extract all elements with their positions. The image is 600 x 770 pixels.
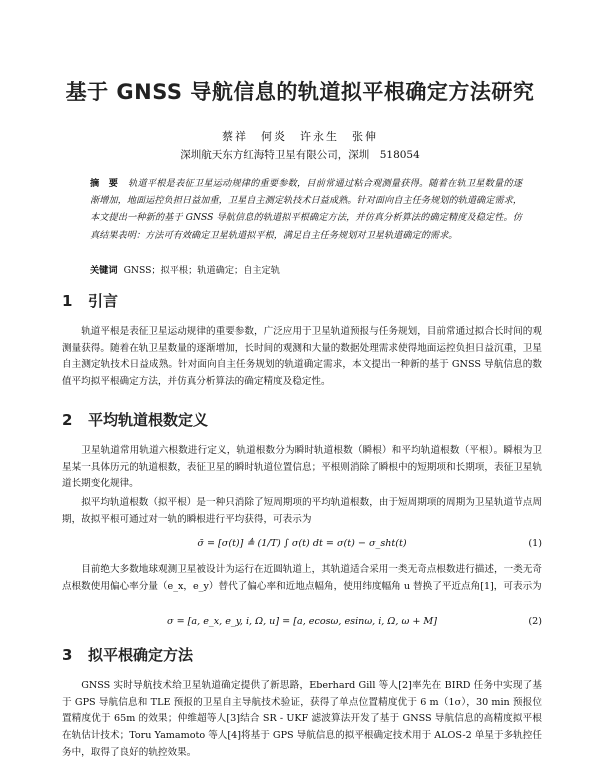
keywords bbox=[90, 262, 522, 276]
equation-2-expression: σ = [a, e_x, e_y, i, Ω, u] = [a, ecosω, esinω, i, Ω, ω + M] bbox=[167, 616, 437, 627]
section-number: 1 bbox=[62, 292, 73, 310]
abstract-text: 轨道平根是表征卫星运动规律的重要参数，目前常通过粘合观测量获得。随着在轨卫星数量的逐渐增加，地面运控负担日益加重，卫星自主测定轨技术日益成熟。针对面向自主任务规划的轨道确定需求，本文提出一种新的基于 GNSS 导航信息的轨道拟平根确定方法，并仿真分析算法的确定精度及稳定性。仿真结果表明：方法可有效确定卫星轨道拟平根，满足自主任务规划对卫星轨道确定的需求。 bbox=[90, 178, 523, 241]
section-title: 平均轨道根数定义 bbox=[88, 411, 209, 429]
keywords-text: GNSS；拟平根；轨道确定；自主定轨 bbox=[123, 265, 280, 276]
section-2-paragraph-2: 拟平均轨道根数（拟平根）是一种只消除了短周期项的平均轨道根数，由于短周期项的周期为卫星轨道节点周期，故拟平根可通过对一轨的瞬根进行平均获得，可表示为 bbox=[62, 497, 542, 525]
author-list: 蔡祥 何炎 许永生 张伸 bbox=[222, 130, 378, 143]
section-number: 3 bbox=[62, 646, 73, 664]
paper-title: 基于 GNSS 导航信息的轨道拟平根确定方法研究 bbox=[65, 80, 535, 104]
section-1-paragraph-1: 轨道平根是表征卫星运动规律的重要参数，广泛应用于卫星轨道预报与任务规划，目前常通过拟合长时间的观测量获得。随着在轨卫星数量的逐渐增加，长时间的观测和大量的数据处理需求使得地面运控负担日益沉重，卫星自主测定轨技术日益成熟。针对面向自主任务规划的轨道确定需求，本文提出一种新的基于 GNSS 导航信息的数值平均拟平根确定方法，并仿真分析算法的确定精度及稳定性。 bbox=[62, 326, 542, 388]
abstract bbox=[90, 175, 522, 244]
abstract-label: 摘 要 bbox=[90, 178, 119, 189]
equation-1-number: (1) bbox=[528, 538, 542, 549]
section-title: 引言 bbox=[88, 292, 119, 310]
section-number: 2 bbox=[62, 411, 73, 429]
affiliation: 深圳航天东方红海特卫星有限公司，深圳 518054 bbox=[180, 149, 420, 161]
section-heading-2 bbox=[62, 409, 208, 430]
keywords-label: 关键词 bbox=[90, 265, 118, 276]
section-title: 拟平根确定方法 bbox=[88, 646, 194, 664]
equation-1-expression: σ̄ = [σ(t)] ≜ (1/T) ∫ σ(t) dt = σ(t) − σ_sht(t) bbox=[197, 538, 407, 549]
section-heading-1 bbox=[62, 290, 118, 311]
equation-2-number: (2) bbox=[528, 616, 542, 627]
section-2-paragraph-1: 卫星轨道常用轨道六根数进行定义，轨道根数分为瞬时轨道根数（瞬根）和平均轨道根数（平根）。瞬根为卫星某一具体历元的轨道根数，表征卫星的瞬时轨道位置信息；平根则消除了瞬根中的短期项和长期项，表征卫星轨道长期变化规律。 bbox=[62, 445, 542, 490]
section-3-paragraph-1: GNSS 实时导航技术给卫星轨道确定提供了新思路，Eberhard Gill 等人[2]率先在 BIRD 任务中实现了基于 GPS 导航信息和 TLE 预报的卫星自主导航技术验证，获得了单点位置精度优于 6 m（1σ），30 min 预报位置精度优于 65m 的效果；仲维超等人[3]结合 SR - UKF 滤波算法开发了基于 GNSS 导航信息的高精度拟平根在轨估计技术；Toru Yamamoto 等人[4]将基于 GPS 导航信息的拟平根确定技术用于 ALOS-2 单星于多轨控任务中，取得了良好的轨控效果。 bbox=[62, 680, 542, 758]
section-2-paragraph-3: 目前绝大多数地球观测卫星被设计为运行在近圆轨道上，其轨道适合采用一类无奇点根数进行描述，一类无奇点根数使用偏心率分量（e_x，e_y）替代了偏心率和近地点幅角，使用纬度幅角 u 替换了平近点角[1]，可表示为 bbox=[62, 564, 542, 592]
section-heading-3 bbox=[62, 644, 193, 665]
